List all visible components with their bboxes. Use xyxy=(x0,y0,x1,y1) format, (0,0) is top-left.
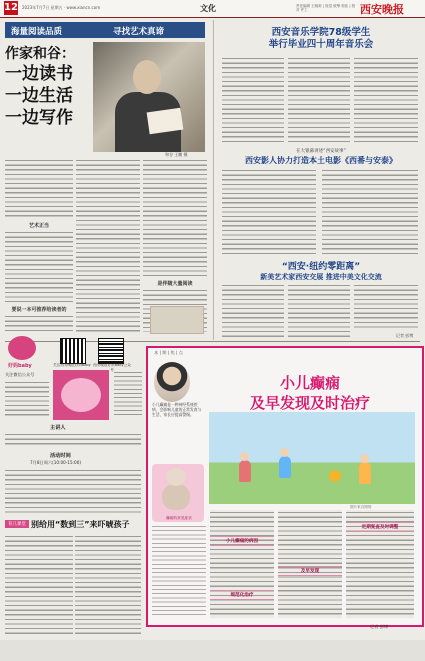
headline-line-1: 一边读书 xyxy=(5,64,73,84)
doctor-intro: 小儿癫痫是一种神经系统疾病，会影响儿童的正常发育与生活，家长应提高警惕。 xyxy=(152,402,202,417)
parenting-headline: 别给用“数到三”来吓唬孩子 xyxy=(31,520,130,529)
page-footer xyxy=(0,640,425,661)
feature-body-col-2 xyxy=(76,158,140,332)
column-tag: 育儿课堂 xyxy=(5,520,29,528)
headline-line-2: 一边生活 xyxy=(5,86,73,106)
exhibit-body-3 xyxy=(354,283,418,331)
section-heading-1: 小儿癫痫的病因 xyxy=(210,536,274,546)
concert-body-3 xyxy=(354,56,418,144)
section-name: 文化 xyxy=(200,4,216,13)
feature-tags: 本 | 期 | 焦 | 点 xyxy=(154,350,183,355)
baby-promo-image xyxy=(53,370,109,420)
feature-subhead-2: 要说一本可推荐给读者的 xyxy=(11,307,67,313)
ad-description-text xyxy=(114,370,142,416)
concert-body-1 xyxy=(222,56,284,144)
banner-right-text: 寻找艺术真谛 xyxy=(113,27,165,37)
feature-body-col-3 xyxy=(143,158,207,278)
author-photo xyxy=(93,42,205,152)
column-divider xyxy=(213,20,214,340)
exhibit-body-1 xyxy=(222,283,284,337)
masthead-logo: 西安晚报 xyxy=(360,3,404,16)
section-heading-3: 定期复查及时调整 xyxy=(346,522,414,532)
time-label: 活动时间 xyxy=(50,453,71,459)
feature-body-col-1 xyxy=(5,158,73,220)
contact-text xyxy=(5,432,141,448)
headline-name: 作家和谷： xyxy=(5,46,75,62)
page-number: 12 xyxy=(4,2,18,13)
qr-code-1[interactable] xyxy=(60,338,86,364)
feature-banner xyxy=(5,22,205,38)
sidebar-caption: 癫痫的常见症状 xyxy=(166,516,192,520)
exhibit-headline: “西安·纽约零距离” xyxy=(281,262,361,272)
ad-left-text xyxy=(5,380,49,416)
issue-info: 2023年7月7日 星期五 · www.xiancn.com xyxy=(22,5,101,10)
film-body-1 xyxy=(222,168,316,254)
baby-logo-text: 好妈baby xyxy=(8,363,32,369)
concert-headline xyxy=(226,27,416,51)
illustration-caption: 图片来自网络 xyxy=(350,505,372,509)
children-playing-illustration xyxy=(209,412,415,504)
film-kicker: 在大银幕讲述“西安故事” xyxy=(296,149,346,154)
doctor-portrait xyxy=(154,362,190,402)
event-text xyxy=(5,468,141,514)
feature-headline xyxy=(5,43,75,129)
time-value: 7月8日周六(10:00-15:00) xyxy=(30,460,81,465)
exhibit-body-2 xyxy=(288,283,350,337)
concert-headline-line-2: 举行毕业四十周年音乐会 xyxy=(268,39,374,50)
photo-caption: 和谷 王鹏 摄 xyxy=(165,152,188,157)
feature-body-col-1c xyxy=(5,314,73,332)
health-title-line-1: 小儿癫痫 xyxy=(279,374,340,392)
editor-info: 责任编辑 王晓莉 | 视觉 统筹 郭佳 | 校对 许工 xyxy=(296,4,356,12)
section-heading-4: 规范化治疗 xyxy=(210,590,274,600)
health-byline: 记者 彭博 xyxy=(370,624,389,629)
headline-line-3: 一边写作 xyxy=(5,108,73,128)
concert-headline-line-1: 西安音乐学院78级学生 xyxy=(271,27,371,38)
health-body-2 xyxy=(278,510,342,618)
contact-label: 主讲人 xyxy=(50,425,66,431)
health-body-1 xyxy=(210,510,274,618)
qr-2-label: 西安晚报好妈baby公众号 xyxy=(93,363,131,372)
concert-body-2 xyxy=(288,56,350,144)
exhibit-byline: 记者 彭博 xyxy=(396,333,414,338)
section-heading-2: 及早发现 xyxy=(278,566,342,576)
parenting-body-1 xyxy=(5,534,73,634)
qr-1-label: 关注西安晚报好妈baby xyxy=(53,363,91,367)
teddy-bear-icon xyxy=(158,468,194,512)
banner-left-text: 海量阅读品质 xyxy=(11,27,63,37)
exhibit-subheadline: 新美艺术家西安交展 推进中美文化交流 xyxy=(260,273,382,281)
health-title-line-2: 及早发现及时治疗 xyxy=(249,394,370,412)
feature-subhead-3: 是伴随大量阅读 xyxy=(157,281,193,287)
page-header xyxy=(0,0,425,18)
feature-stamp-image xyxy=(150,306,204,334)
qr-code-2[interactable] xyxy=(98,338,124,364)
qr-note: 关注微信公众号 xyxy=(5,372,35,377)
film-headline: 西安影人协力打造本土电影《西番与安泰》 xyxy=(245,156,397,165)
film-body-2 xyxy=(322,168,418,254)
feature-subhead-1: 艺术正当 xyxy=(28,223,49,229)
sidebar-text xyxy=(152,524,206,618)
feature-body-col-1b xyxy=(5,230,73,304)
parenting-column-header xyxy=(5,519,141,531)
baby-logo-icon xyxy=(8,336,36,360)
parenting-body-2 xyxy=(75,534,141,634)
